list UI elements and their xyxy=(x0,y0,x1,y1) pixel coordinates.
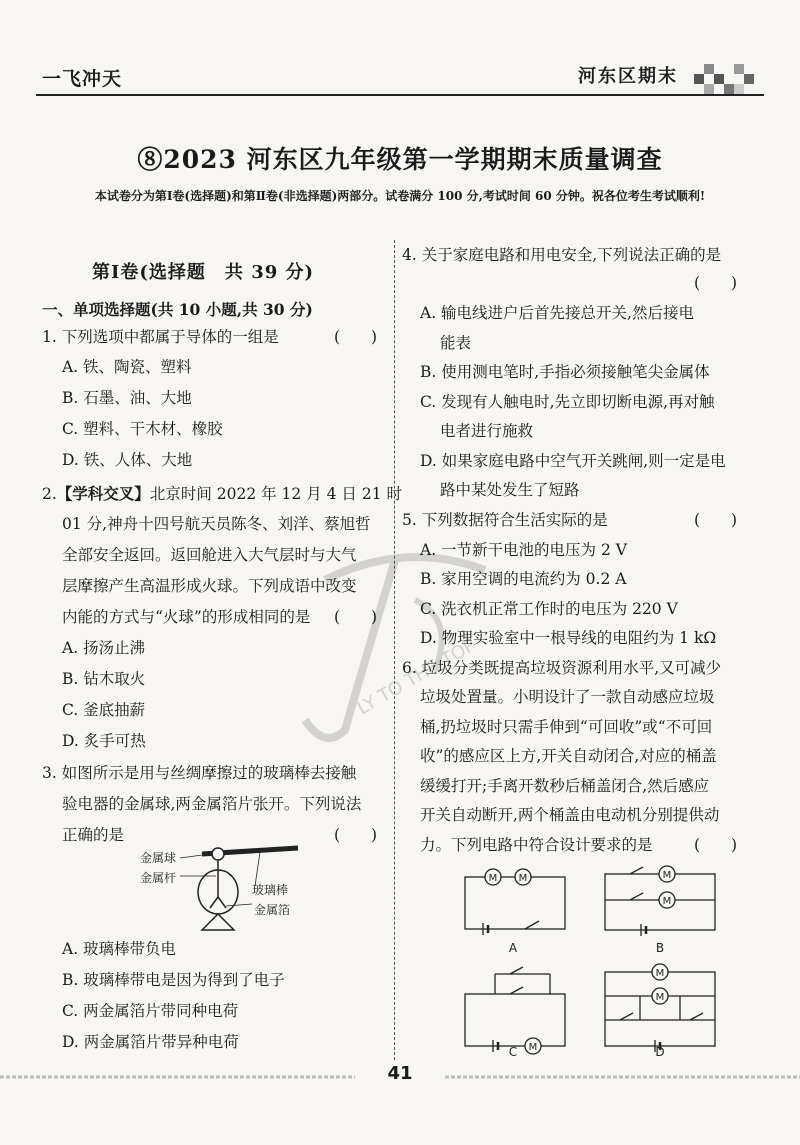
question-5-option: D. 物理实验室中一根导线的电阻约为 1 kΩ xyxy=(420,629,717,647)
question-2-line: 01 分,神舟十四号航天员陈冬、刘洋、蔡旭哲 xyxy=(62,515,371,533)
circuit-label-d: D xyxy=(655,1045,665,1057)
question-6-line: 力。下列电路中符合设计要求的是 xyxy=(420,836,653,854)
question-6-line: 开关自动断开,两个桶盖由电动机分别提供动 xyxy=(420,806,720,824)
question-4-option: A. 输电线进户后首先接总开关,然后接电 xyxy=(420,304,694,322)
watermark-text: LY TO THE TOP xyxy=(353,634,480,720)
question-2-line: 内能的方式与“火球”的形成相同的是 xyxy=(62,608,311,626)
motor-label: M xyxy=(662,870,672,881)
label-metal-ball: 金属球 xyxy=(140,851,177,865)
question-3-option: B. 玻璃棒带电是因为得到了电子 xyxy=(62,971,285,989)
label-metal-rod: 金属杆 xyxy=(140,871,177,885)
question-6-line: 桶,扔垃圾时只需手伸到“可回收”或“不可回 xyxy=(420,718,713,736)
question-2-line: 层摩擦产生高温形成火球。下列成语中改变 xyxy=(62,577,357,595)
question-6-line: 收”的感应区上方,开关自动闭合,对应的桶盖 xyxy=(420,747,717,765)
question-2-number: 2. xyxy=(42,485,57,503)
question-3-line: 验电器的金属球,两金属箔片张开。下列说法 xyxy=(62,795,362,813)
question-5-option: C. 洗衣机正常工作时的电压为 220 V xyxy=(420,600,678,618)
question-1-option: C. 塑料、干木材、橡胶 xyxy=(62,420,223,438)
question-2-answer-bracket: ( ) xyxy=(334,608,378,626)
electroscope-figure xyxy=(140,842,340,934)
circuit-label-c: C xyxy=(508,1045,518,1057)
question-2-option: D. 炙手可热 xyxy=(62,732,146,750)
question-4-option-cont: 路中某处发生了短路 xyxy=(440,481,580,499)
question-3-option: C. 两金属箔片带同种电荷 xyxy=(62,1002,239,1020)
circuit-label-b: B xyxy=(655,941,665,955)
question-6-line: 6. 垃圾分类既提高垃圾资源利用水平,又可减少 xyxy=(402,659,722,677)
question-3-line: 正确的是 xyxy=(62,826,125,844)
section-heading: 第Ⅰ卷(选择题 共 39 分) xyxy=(92,262,315,283)
section-label: 河东区期末 xyxy=(578,66,678,87)
question-2-option: C. 釜底抽薪 xyxy=(62,701,146,719)
question-2-option: A. 扬汤止沸 xyxy=(62,639,146,657)
question-4-option: B. 使用测电笔时,手指必须接触笔尖金属体 xyxy=(420,363,710,381)
motor-label: M xyxy=(518,873,528,884)
page-title: ⑧2023 河东区九年级第一学期期末质量调查 xyxy=(137,145,663,174)
question-4-option-cont: 能表 xyxy=(440,334,472,352)
question-1-option: D. 铁、人体、大地 xyxy=(62,451,193,469)
motor-label: M xyxy=(655,992,665,1003)
question-2-line: 全部安全返回。返回舱进入大气层时与大气 xyxy=(62,546,357,564)
question-1-stem: 1. 下列选项中都属于导体的一组是 xyxy=(42,328,279,346)
question-6-answer-bracket: ( ) xyxy=(694,836,738,854)
question-4-option-cont: 电者进行施救 xyxy=(440,422,534,440)
question-2-tag: 【学科交叉】 xyxy=(56,484,150,503)
question-3-answer-bracket: ( ) xyxy=(334,826,378,844)
question-5-answer-bracket: ( ) xyxy=(694,511,738,529)
circuit-diagrams xyxy=(455,862,745,1057)
question-4-stem: 4. 关于家庭电路和用电安全,下列说法正确的是 xyxy=(402,246,722,264)
question-2-option: B. 钻木取火 xyxy=(62,670,146,688)
header-rule xyxy=(36,94,764,96)
motor-label: M xyxy=(662,896,672,907)
question-2-line: 北京时间 2022 年 12 月 4 日 21 时 xyxy=(149,485,402,503)
label-metal-foil: 金属箔 xyxy=(254,903,291,917)
question-4-option: C. 发现有人触电时,先立即切断电源,再对触 xyxy=(420,393,715,411)
page-number: 41 xyxy=(387,1063,413,1084)
question-1-answer-bracket: ( ) xyxy=(334,328,378,346)
question-1-option: A. 铁、陶瓷、塑料 xyxy=(62,358,192,376)
question-3-line: 3. 如图所示是用与丝绸摩擦过的玻璃棒去接触 xyxy=(42,764,357,782)
checker-decoration xyxy=(694,64,754,94)
question-5-stem: 5. 下列数据符合生活实际的是 xyxy=(402,511,608,529)
question-5-option: A. 一节新干电池的电压为 2 V xyxy=(420,541,627,559)
label-glass-rod: 玻璃棒 xyxy=(252,883,289,897)
motor-label: M xyxy=(488,873,498,884)
question-6-line: 垃圾处置量。小明设计了一款自动感应垃圾 xyxy=(420,688,715,706)
circuit-label-a: A xyxy=(508,941,518,955)
question-6-line: 缓缓打开;手离开数秒后桶盖闭合,然后感应 xyxy=(420,777,710,795)
question-4-option: D. 如果家庭电路中空气开关跳闸,则一定是电 xyxy=(420,452,726,470)
motor-label: M xyxy=(655,968,665,979)
question-5-option: B. 家用空调的电流约为 0.2 A xyxy=(420,570,627,588)
question-3-option: A. 玻璃棒带负电 xyxy=(62,940,177,958)
question-1-option: B. 石墨、油、大地 xyxy=(62,389,192,407)
intro-text: 本试卷分为第Ⅰ卷(选择题)和第Ⅱ卷(非选择题)两部分。试卷满分 100 分,考试时间 60 分钟。祝各位考生考试顺利! xyxy=(94,189,706,203)
motor-label: M xyxy=(528,1042,538,1053)
subsection-heading: 一、单项选择题(共 10 小题,共 30 分) xyxy=(42,300,313,319)
question-4-answer-bracket: ( ) xyxy=(694,274,738,292)
question-3-option: D. 两金属箔片带异种电荷 xyxy=(62,1033,239,1051)
brand-logo: 一飞冲天 xyxy=(42,68,123,90)
